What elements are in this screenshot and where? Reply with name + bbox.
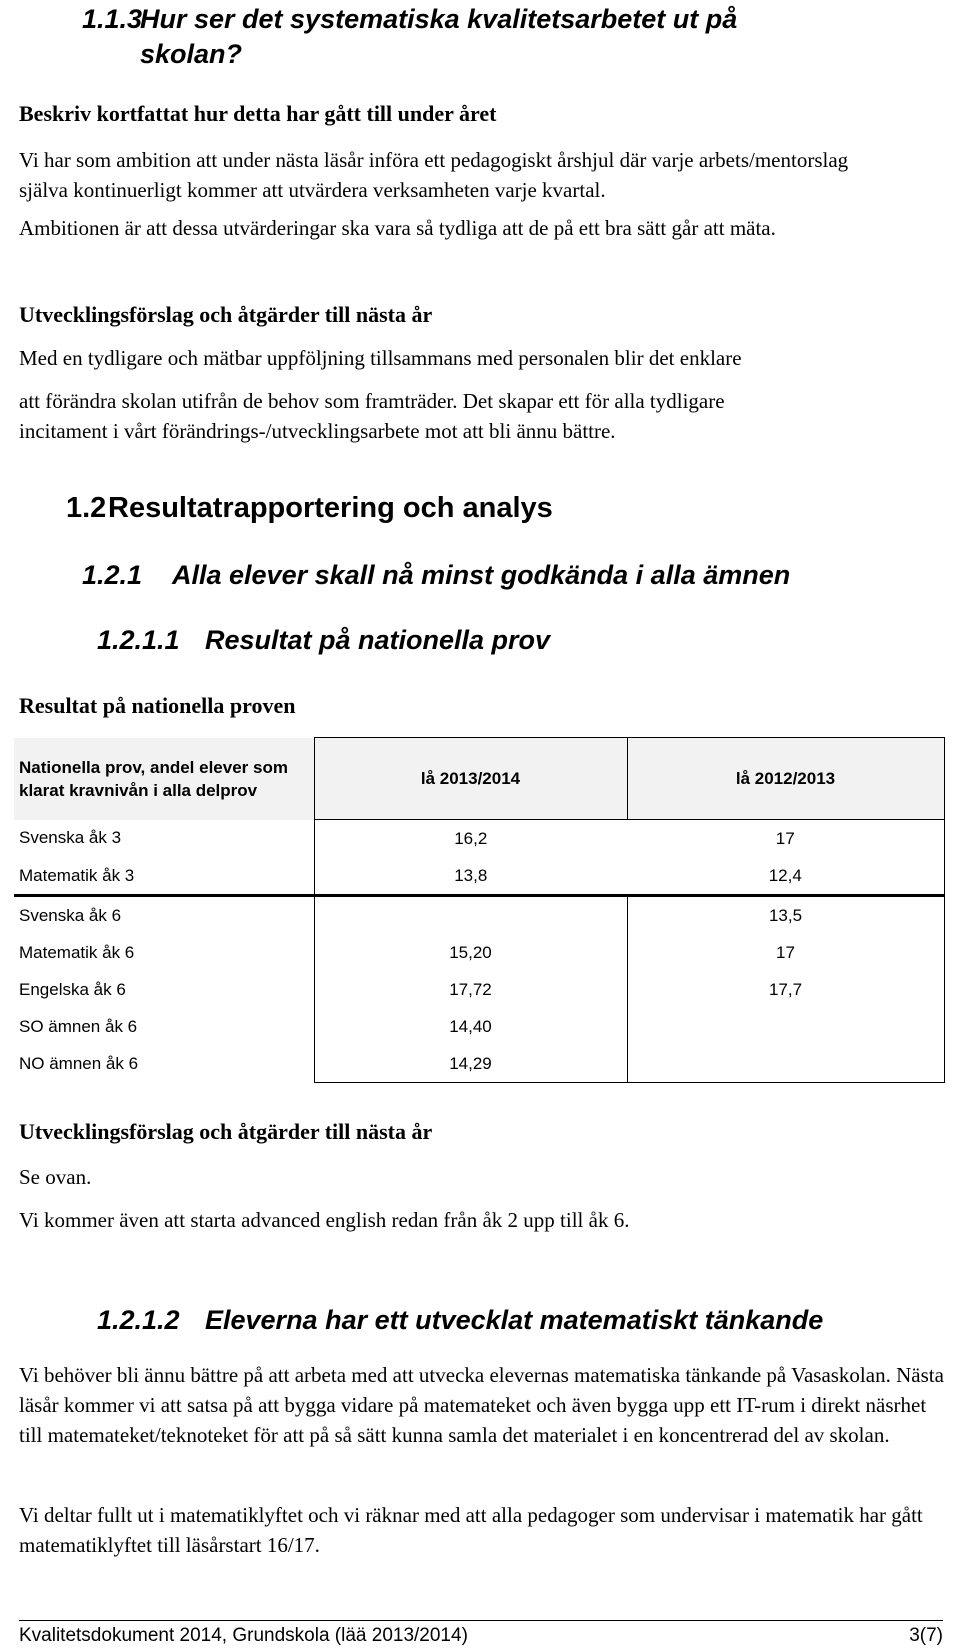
paragraph-ambition: Vi har som ambition att under nästa läsår införa ett pedagogiskt årshjul där varje arbets/mentorslag själva kontinuerligt kommer att utvärdera verksamheten varje kvartal. xyxy=(19,148,849,202)
table-cell: 13,5 xyxy=(627,896,944,935)
table-cell: 17,72 xyxy=(314,971,627,1008)
national-tests-table xyxy=(14,737,945,1083)
improvement-heading-1: Utvecklingsförslag och åtgärder till nästa år xyxy=(19,302,433,327)
table-row xyxy=(14,1008,944,1045)
table-cell: 16,2 xyxy=(314,820,627,858)
table-cell: 14,29 xyxy=(314,1045,627,1083)
section-number: 1.2.1 xyxy=(82,560,143,590)
section-title-line1: Hur ser det systematiska kvalitetsarbetet ut på xyxy=(140,4,738,34)
followup-text-b: Det skapar ett för alla tydligare xyxy=(462,389,725,413)
table-row xyxy=(14,857,944,896)
footer-document-title: Kvalitetsdokument 2014, Grundskola (lää 2013/2014) xyxy=(19,1625,468,1646)
table-cell: 14,40 xyxy=(314,1008,627,1045)
section-title: Resultat på nationella prov xyxy=(205,625,551,655)
table-cell xyxy=(627,1045,944,1083)
table-cell: 13,8 xyxy=(314,857,627,896)
table-cell: SO ämnen åk 6 xyxy=(19,1016,138,1036)
table-cell: Matematik åk 3 xyxy=(14,857,314,896)
section-heading-1-2 xyxy=(66,490,553,526)
paragraph-ambition-measure: Ambitionen är att dessa utvärderingar ska vara så tydliga att de på ett bra sätt går att mäta. xyxy=(19,216,776,240)
section-number: 1.2.1.1 xyxy=(97,625,180,655)
footer-divider xyxy=(19,1620,943,1621)
table-cell: Svenska åk 6 xyxy=(19,905,122,925)
paragraph-followup-line3: incitament i vårt förändrings-/utvecklingsarbete mot att bli ännu bättre. xyxy=(19,419,616,443)
table-header-subject: Nationella prov, andel elever som klarat kravnivån i alla delprov xyxy=(14,738,314,820)
table-cell: 12,4 xyxy=(627,857,944,896)
paragraph-followup-line2 xyxy=(19,386,939,416)
section-heading-1-2-1-2 xyxy=(97,1302,823,1338)
section-title: Alla elever skall nå minst godkända i alla ämnen xyxy=(172,560,791,590)
paragraph-math-lift: Vi deltar fullt ut i matematiklyftet och vi räknar med att alla pedagoger som undervisar i matematik har gått matematiklyftet till läsårstart 16/17. xyxy=(19,1503,923,1557)
footer-page-number: 3(7) xyxy=(909,1625,943,1646)
table-header-row xyxy=(14,738,944,820)
table-row xyxy=(14,971,944,1008)
table-cell: Svenska åk 3 xyxy=(19,828,122,848)
table-header-year-2012-2013: lå 2012/2013 xyxy=(627,738,944,820)
table-cell: 17 xyxy=(627,934,944,971)
table-cell: Matematik åk 6 xyxy=(19,942,135,962)
table-cell: 17,7 xyxy=(627,971,944,1008)
section-title-line2: skolan? xyxy=(140,39,243,69)
table-row xyxy=(14,934,944,971)
paragraph-advanced-english: Vi kommer även att starta advanced english redan från åk 2 upp till åk 6. xyxy=(19,1208,630,1232)
table-cell: Engelska åk 6 xyxy=(19,979,126,999)
improvement-heading-2: Utvecklingsförslag och åtgärder till nästa år xyxy=(19,1119,433,1144)
paragraph-followup-line1: Med en tydligare och mätbar uppföljning tillsammans med personalen blir det enklare xyxy=(19,346,742,370)
table-row xyxy=(14,1045,944,1083)
table-cell xyxy=(627,1008,944,1045)
table-header-year-2013-2014: lå 2013/2014 xyxy=(314,738,627,820)
table-caption: Resultat på nationella proven xyxy=(19,693,296,718)
section-title: Eleverna har ett utvecklat matematiskt tänkande xyxy=(205,1305,824,1335)
followup-text-a: att förändra skolan utifrån de behov som framträder. xyxy=(19,389,458,413)
section-number: 1.2.1.2 xyxy=(97,1305,180,1335)
section-heading-1-2-1 xyxy=(82,557,790,593)
table-cell: 17 xyxy=(627,820,944,858)
section-heading-1-2-1-1 xyxy=(97,622,550,658)
describe-heading: Beskriv kortfattat hur detta har gått till under året xyxy=(19,101,497,126)
section-number: 1.2 xyxy=(66,492,107,524)
table-cell: NO ämnen åk 6 xyxy=(19,1053,139,1073)
table-cell xyxy=(314,896,627,935)
section-title: Resultatrapportering och analys xyxy=(108,492,553,524)
paragraph-see-above: Se ovan. xyxy=(19,1165,92,1189)
paragraph-math-thinking: Vi behöver bli ännu bättre på att arbeta med att utvecka elevernas matematiska tänkande på Vasaskolan. Nästa läsår kommer vi att satsa på att bygga vidare på matemateket och även bygga upp ett IT-rum i direkt näsrhet till matemateket/teknoteket för att på så sätt kunna samla det materialet i en koncentrerad del av skolan. xyxy=(19,1363,944,1447)
table-row xyxy=(14,820,944,858)
section-number: 1.1.3 xyxy=(82,4,143,34)
section-heading-1-1-3 xyxy=(82,2,942,72)
table-cell: 15,20 xyxy=(314,934,627,971)
table-row xyxy=(14,896,944,935)
